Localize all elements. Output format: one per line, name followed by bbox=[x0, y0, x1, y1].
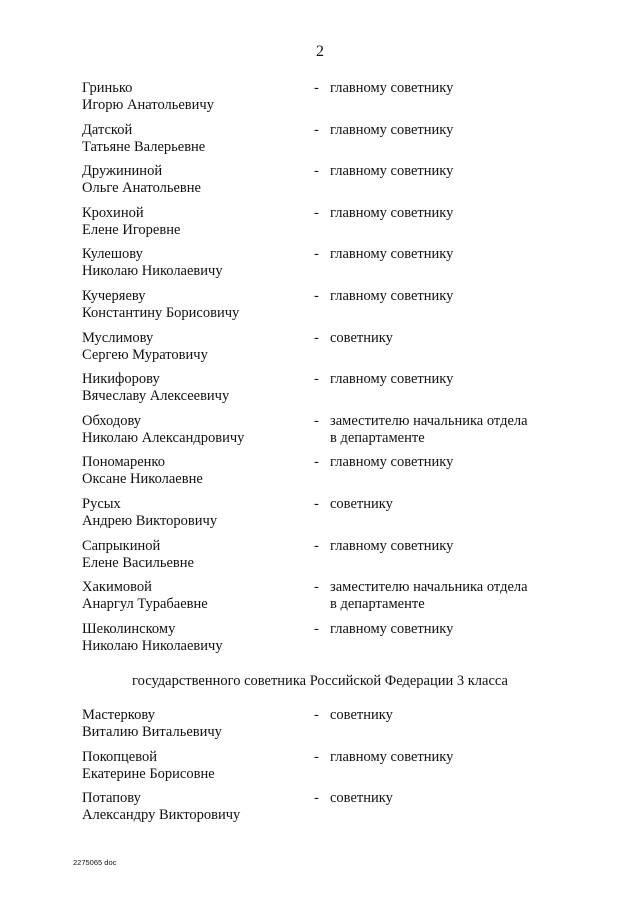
surname: Датской bbox=[82, 121, 133, 138]
surname: Хакимовой bbox=[82, 579, 152, 596]
position: главному советнику bbox=[330, 246, 454, 263]
dash: - bbox=[314, 121, 319, 138]
surname: Никифорову bbox=[82, 371, 160, 388]
given-name: Ольге Анатольевне bbox=[82, 180, 201, 197]
list-item bbox=[0, 749, 640, 791]
position: советнику bbox=[330, 495, 393, 512]
position: главному советнику bbox=[330, 80, 454, 96]
position: главному советнику bbox=[330, 163, 454, 180]
position: главному советнику bbox=[330, 454, 454, 471]
given-name: Николаю Николаевичу bbox=[82, 263, 223, 280]
appointments-list bbox=[0, 80, 640, 662]
position: главному советнику bbox=[330, 620, 454, 637]
dash: - bbox=[314, 495, 319, 512]
surname: Пономаренко bbox=[82, 454, 165, 471]
list-item bbox=[0, 371, 640, 413]
section-heading: государственного советника Российской Федерации 3 класса bbox=[132, 673, 508, 689]
position: советнику bbox=[330, 329, 393, 346]
given-name: Анаргул Турабаевне bbox=[82, 596, 208, 613]
position: главному советнику bbox=[330, 287, 454, 304]
surname: Муслимову bbox=[82, 329, 154, 346]
surname: Дружининой bbox=[82, 163, 163, 180]
list-item bbox=[0, 538, 640, 580]
dash: - bbox=[314, 329, 319, 346]
surname: Кулешову bbox=[82, 246, 143, 263]
appointments-list-class3 bbox=[0, 707, 640, 832]
surname: Мастеркову bbox=[82, 707, 155, 723]
dash: - bbox=[314, 80, 319, 96]
list-item bbox=[0, 496, 640, 538]
given-name: Елене Игоревне bbox=[82, 221, 181, 238]
dash: - bbox=[314, 537, 319, 554]
dash: - bbox=[314, 620, 319, 637]
position: главному советнику bbox=[330, 371, 454, 388]
dash: - bbox=[314, 748, 319, 765]
dash: - bbox=[314, 454, 319, 471]
surname: Гринько bbox=[82, 80, 133, 96]
list-item bbox=[0, 790, 640, 832]
dash: - bbox=[314, 204, 319, 221]
position: главному советнику bbox=[330, 204, 454, 221]
list-item bbox=[0, 707, 640, 749]
list-item bbox=[0, 122, 640, 164]
given-name: Оксане Николаевне bbox=[82, 471, 203, 488]
position: заместителю начальника отдела bbox=[330, 579, 528, 596]
list-item bbox=[0, 80, 640, 122]
dash: - bbox=[314, 707, 319, 723]
given-name: Екатерине Борисовне bbox=[82, 765, 215, 782]
dash: - bbox=[314, 371, 319, 388]
list-item bbox=[0, 579, 640, 621]
dash: - bbox=[314, 287, 319, 304]
position-line-2: в департаменте bbox=[330, 429, 425, 446]
surname: Крохиной bbox=[82, 204, 144, 221]
dash: - bbox=[314, 246, 319, 263]
dash: - bbox=[314, 790, 319, 807]
surname: Русых bbox=[82, 495, 121, 512]
surname: Покопцевой bbox=[82, 748, 157, 765]
surname: Шеколинскому bbox=[82, 620, 176, 637]
given-name: Николаю Николаевичу bbox=[82, 637, 223, 654]
given-name: Елене Васильевне bbox=[82, 554, 194, 571]
dash: - bbox=[314, 579, 319, 596]
position: главному советнику bbox=[330, 748, 454, 765]
list-item bbox=[0, 246, 640, 288]
given-name: Виталию Витальевичу bbox=[82, 724, 222, 740]
dash: - bbox=[314, 163, 319, 180]
given-name: Сергею Муратовичу bbox=[82, 346, 208, 363]
dash: - bbox=[314, 412, 319, 429]
position-line-2: в департаменте bbox=[330, 596, 425, 613]
surname: Кучеряеву bbox=[82, 287, 146, 304]
position: советнику bbox=[330, 790, 393, 807]
list-item bbox=[0, 454, 640, 496]
given-name: Николаю Александровичу bbox=[82, 429, 245, 446]
list-item bbox=[0, 621, 640, 663]
document-id: 2275065 doc bbox=[73, 858, 117, 867]
given-name: Андрею Викторовичу bbox=[82, 512, 218, 529]
list-item bbox=[0, 288, 640, 330]
given-name: Игорю Анатольевичу bbox=[82, 97, 214, 113]
list-item bbox=[0, 330, 640, 372]
position: главному советнику bbox=[330, 121, 454, 138]
surname: Обходову bbox=[82, 412, 142, 429]
position: советнику bbox=[330, 707, 393, 723]
given-name: Татьяне Валерьевне bbox=[82, 138, 206, 155]
position: заместителю начальника отдела bbox=[330, 412, 528, 429]
surname: Потапову bbox=[82, 790, 141, 807]
list-item bbox=[0, 163, 640, 205]
given-name: Вячеславу Алексеевичу bbox=[82, 388, 230, 405]
surname: Сапрыкиной bbox=[82, 537, 161, 554]
given-name: Константину Борисовичу bbox=[82, 304, 240, 321]
page-number: 2 bbox=[316, 43, 324, 60]
list-item bbox=[0, 413, 640, 455]
given-name: Александру Викторовичу bbox=[82, 807, 241, 824]
list-item bbox=[0, 205, 640, 247]
position: главному советнику bbox=[330, 537, 454, 554]
